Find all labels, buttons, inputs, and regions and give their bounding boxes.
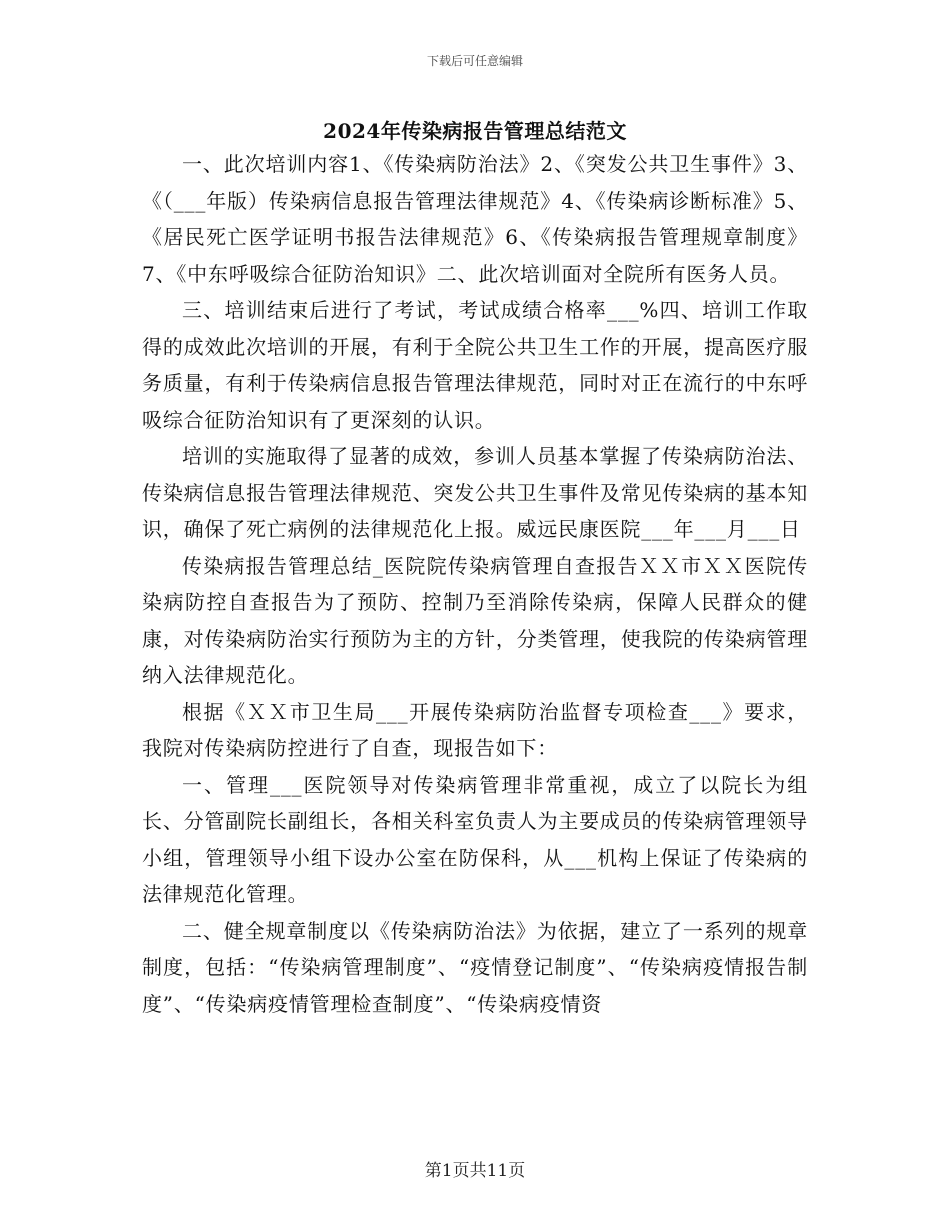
document-body <box>142 146 808 1022</box>
paragraph: 根据《ＸＸ市卫生局___开展传染病防治监督专项检查___》要求，我院对传染病防控进行了自查，现报告如下： <box>142 699 808 760</box>
page-number: 第1页共11页 <box>424 1161 526 1181</box>
paragraph: 传染病报告管理总结_医院院传染病管理自查报告ＸＸ市ＸＸ医院传染病防控自查报告为了预防、控制乃至消除传染病，保障人民群众的健康，对传染病防治实行预防为主的方针，分类管理，使我院的传染病管理纳入法律规范化。 <box>142 553 808 687</box>
paragraph: 一、此次培训内容1、《传染病防治法》2、《突发公共卫生事件》3、《（___年版）传染病信息报告管理法律规范》4、《传染病诊断标准》5、《居民死亡医学证明书报告法律规范》6、《传染病报告管理规章制度》7、《中东呼吸综合征防治知识》二、此次培训面对全院所有医务人员。 <box>142 152 808 286</box>
document-title: 2024年传染病报告管理总结范文 <box>323 119 627 143</box>
paragraph: 一、管理___医院领导对传染病管理非常重视，成立了以院长为组长、分管副院长副组长，各相关科室负责人为主要成员的传染病管理领导小组，管理领导小组下设办公室在防保科，从___机构上保证了传染病的法律规范化管理。 <box>142 772 808 906</box>
paragraph: 三、培训结束后进行了考试，考试成绩合格率___%四、培训工作取得的成效此次培训的开展，有利于全院公共卫生工作的开展，提高医疗服务质量，有利于传染病信息报告管理法律规范，同时对正在流行的中东呼吸综合征防治知识有了更深刻的认识。 <box>142 298 808 432</box>
page-header-note: 下载后可任意编辑 <box>426 54 523 68</box>
paragraph: 培训的实施取得了显著的成效，参训人员基本掌握了传染病防治法、传染病信息报告管理法律规范、突发公共卫生事件及常见传染病的基本知识，确保了死亡病例的法律规范化上报。威远民康医院___年___月___日 <box>142 444 808 541</box>
paragraph: 二、健全规章制度以《传染病防治法》为依据，建立了一系列的规章制度，包括：“传染病管理制度”、“疫情登记制度”、“传染病疫情报告制度”、“传染病疫情管理检查制度”、“传染病疫情资 <box>142 918 808 1016</box>
